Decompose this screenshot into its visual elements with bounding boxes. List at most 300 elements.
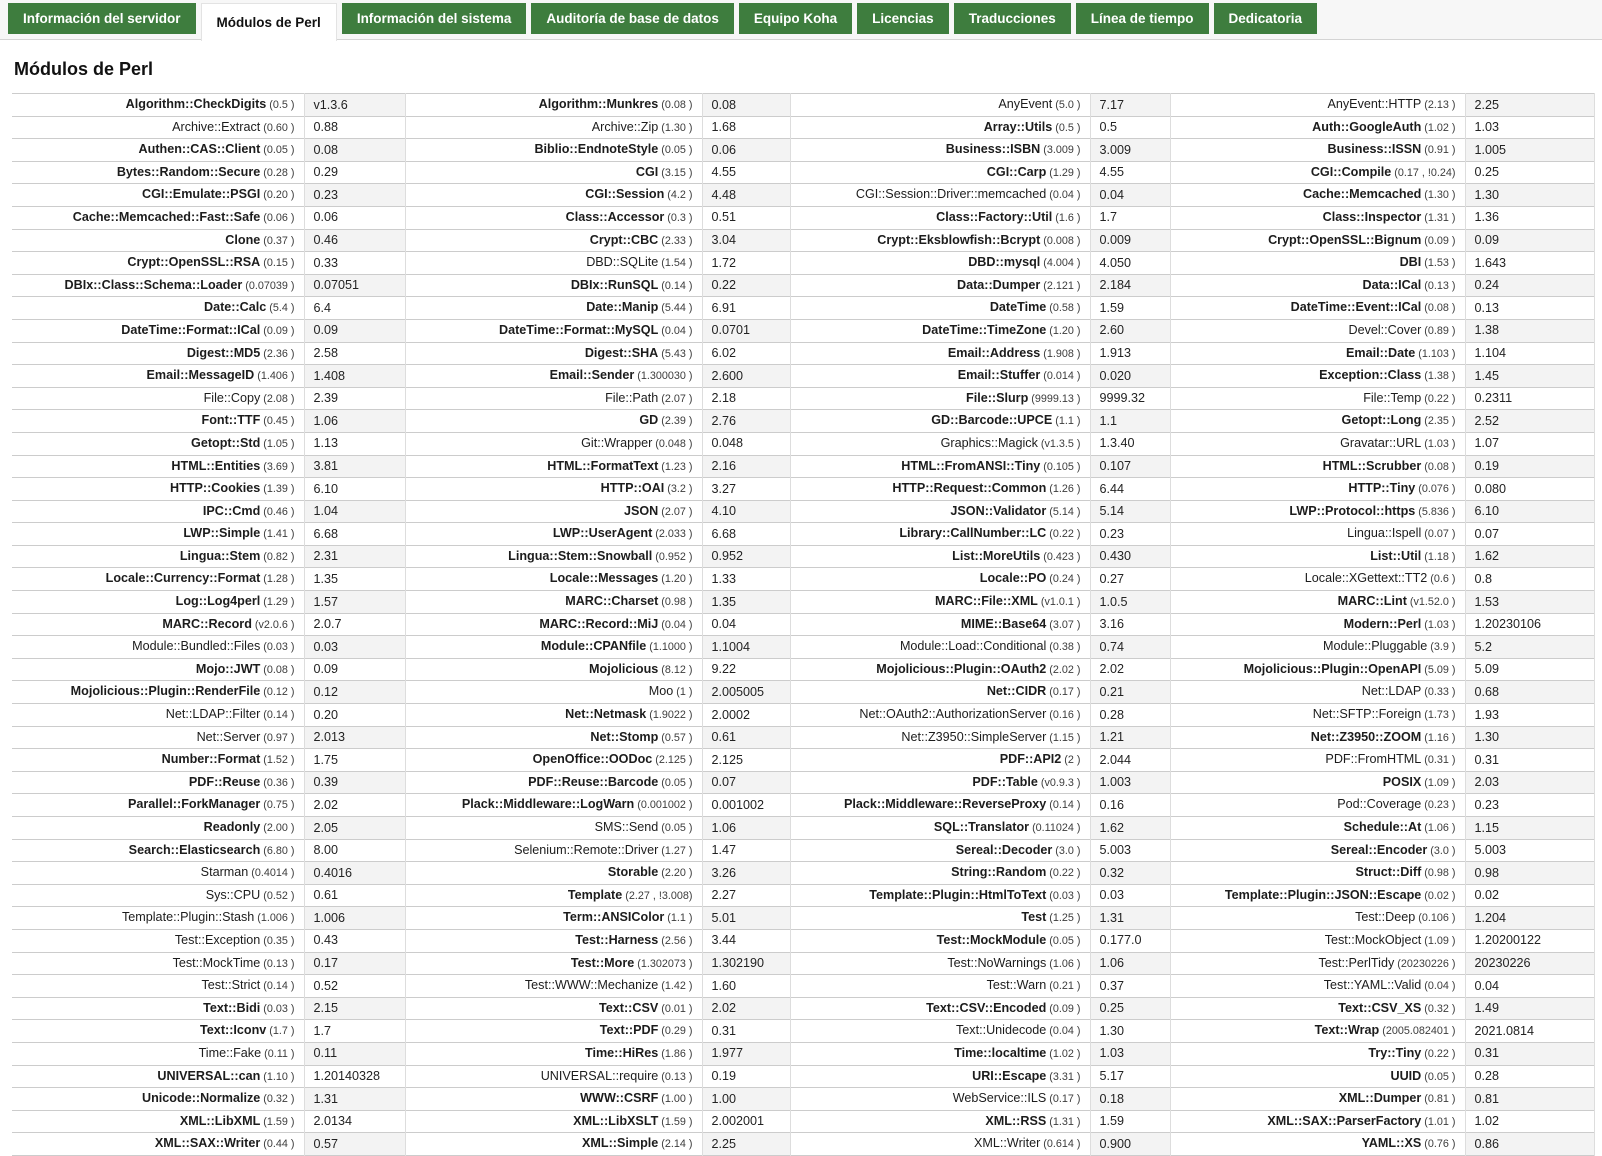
module-installed-version: v1.3.6 xyxy=(304,94,405,117)
module-installed-version: 4.050 xyxy=(1090,252,1170,275)
tab-línea-de-tiempo[interactable]: Línea de tiempo xyxy=(1076,3,1209,34)
module-name-cell xyxy=(790,274,1090,297)
module-name: Time::HiRes xyxy=(585,1045,659,1060)
module-name-cell xyxy=(1170,139,1465,162)
module-name-cell xyxy=(1170,206,1465,229)
module-required-version: (0.23 ) xyxy=(1421,799,1456,812)
tab-módulos-de-perl[interactable]: Módulos de Perl xyxy=(201,3,337,41)
module-name-cell xyxy=(12,297,304,320)
module-required-version: (v0.9.3 ) xyxy=(1037,776,1081,789)
module-required-version: (0.04 ) xyxy=(1421,980,1456,993)
module-name-cell xyxy=(1170,749,1465,772)
module-required-version: (1.406 ) xyxy=(254,370,295,383)
module-installed-version: 3.16 xyxy=(1090,613,1170,636)
module-row xyxy=(12,365,1595,388)
module-name: Class::Factory::Util xyxy=(936,209,1053,224)
module-name: YAML::XS xyxy=(1361,1136,1422,1151)
module-name: Test::Strict xyxy=(201,978,261,993)
module-installed-version: 2.03 xyxy=(1465,771,1595,794)
module-required-version: (0.75 ) xyxy=(260,799,295,812)
module-name: Net::SFTP::Foreign xyxy=(1312,707,1422,722)
module-required-version: (2.20 ) xyxy=(658,867,693,880)
module-installed-version: 2.02 xyxy=(702,997,790,1020)
module-name: Test::Deep xyxy=(1355,910,1416,925)
tab-información-del-servidor[interactable]: Información del servidor xyxy=(8,3,196,34)
module-name-cell xyxy=(405,794,702,817)
module-required-version: (0.22 ) xyxy=(1421,1047,1456,1060)
module-installed-version: 2.02 xyxy=(304,794,405,817)
module-required-version: (1.31 ) xyxy=(1046,1115,1081,1128)
module-installed-version: 1.31 xyxy=(304,1088,405,1111)
module-installed-version: 4.48 xyxy=(702,184,790,207)
module-name-cell xyxy=(790,206,1090,229)
module-required-version: (1.30 ) xyxy=(1421,189,1456,202)
module-required-version: (5.43 ) xyxy=(658,347,693,360)
module-name: PDF::Reuse xyxy=(188,774,261,789)
module-required-version: (1.38 ) xyxy=(1421,370,1456,383)
module-name: AnyEvent::HTTP xyxy=(1327,97,1422,111)
module-required-version: (1.103 ) xyxy=(1415,347,1456,360)
module-installed-version: 2.0.7 xyxy=(304,613,405,636)
module-required-version: (0.04 ) xyxy=(1046,1025,1081,1038)
module-name: Sys::CPU xyxy=(205,887,261,902)
module-required-version: (2.27 , !3.008) xyxy=(622,889,693,902)
module-name-cell xyxy=(790,1020,1090,1043)
module-name-cell xyxy=(405,1042,702,1065)
module-name-cell xyxy=(12,1133,304,1156)
module-row xyxy=(12,862,1595,885)
module-name-cell xyxy=(405,342,702,365)
module-name: GD xyxy=(639,413,659,428)
module-installed-version: 1.75 xyxy=(304,749,405,772)
module-installed-version: 1.06 xyxy=(304,410,405,433)
module-row xyxy=(12,455,1595,478)
module-row xyxy=(12,613,1595,636)
module-name: Modern::Perl xyxy=(1343,616,1422,631)
module-name: SMS::Send xyxy=(594,820,659,834)
module-name-cell xyxy=(405,929,702,952)
module-name-cell xyxy=(1170,500,1465,523)
module-name-cell xyxy=(405,139,702,162)
module-required-version: (5.836 ) xyxy=(1415,505,1456,518)
module-name-cell xyxy=(790,636,1090,659)
module-required-version: (0.98 ) xyxy=(1421,867,1456,880)
module-row xyxy=(12,817,1595,840)
module-required-version: (1.1 ) xyxy=(664,912,693,925)
module-name: CGI::Session xyxy=(585,187,665,202)
module-name-cell xyxy=(405,1110,702,1133)
module-name-cell xyxy=(1170,839,1465,862)
module-name: Locale::Messages xyxy=(549,571,659,586)
module-installed-version: 0.080 xyxy=(1465,478,1595,501)
module-name-cell xyxy=(405,613,702,636)
module-row xyxy=(12,297,1595,320)
module-name: MARC::Lint xyxy=(1337,594,1407,609)
module-installed-version: 1.005 xyxy=(1465,139,1595,162)
module-name: Algorithm::CheckDigits xyxy=(125,97,267,111)
module-installed-version: 1.21 xyxy=(1090,726,1170,749)
module-installed-version: 0.04 xyxy=(1465,975,1595,998)
module-installed-version: 2.31 xyxy=(304,545,405,568)
module-name-cell xyxy=(790,862,1090,885)
module-name: DBD::SQLite xyxy=(586,255,659,270)
module-name: Net::CIDR xyxy=(986,684,1047,699)
module-required-version: (0.04 ) xyxy=(658,618,693,631)
module-installed-version: 6.10 xyxy=(1465,500,1595,523)
module-name: XML::Dumper xyxy=(1338,1091,1422,1106)
module-installed-version: 3.009 xyxy=(1090,139,1170,162)
tab-auditoría-de-base-de-datos[interactable]: Auditoría de base de datos xyxy=(531,3,734,34)
module-name-cell xyxy=(790,771,1090,794)
module-installed-version: 1.53 xyxy=(1465,591,1595,614)
module-installed-version: 1.45 xyxy=(1465,365,1595,388)
module-name: List::MoreUtils xyxy=(952,548,1041,563)
module-name: XML::Writer xyxy=(974,1136,1041,1151)
module-required-version: (0.08 ) xyxy=(260,663,295,676)
module-installed-version: 4.55 xyxy=(1090,161,1170,184)
module-installed-version: 0.09 xyxy=(1465,229,1595,252)
module-name-cell xyxy=(1170,726,1465,749)
module-name-cell xyxy=(405,1133,702,1156)
module-installed-version: 1.68 xyxy=(702,116,790,139)
module-name-cell xyxy=(12,817,304,840)
module-installed-version: 0.4016 xyxy=(304,862,405,885)
module-name: Test::MockModule xyxy=(936,932,1047,947)
module-name: Mojolicious::Plugin::OAuth2 xyxy=(876,661,1047,676)
module-installed-version: 2.0002 xyxy=(702,704,790,727)
module-name-cell xyxy=(1170,704,1465,727)
module-row xyxy=(12,1088,1595,1111)
module-required-version: (0.614 ) xyxy=(1040,1138,1081,1151)
module-name: XML::SAX::Writer xyxy=(154,1136,261,1151)
module-name: Crypt::OpenSSL::RSA xyxy=(127,255,261,270)
module-name-cell xyxy=(1170,862,1465,885)
module-required-version: (3.0 ) xyxy=(1052,844,1081,857)
module-row xyxy=(12,952,1595,975)
tab-equipo-koha[interactable]: Equipo Koha xyxy=(739,3,852,34)
module-row xyxy=(12,478,1595,501)
module-required-version: (1.05 ) xyxy=(260,437,295,450)
module-name-cell xyxy=(405,432,702,455)
module-name: Getopt::Long xyxy=(1341,413,1422,428)
module-installed-version: 2.005005 xyxy=(702,681,790,704)
module-name: Selenium::Remote::Driver xyxy=(514,842,659,857)
module-name-cell xyxy=(1170,184,1465,207)
module-installed-version: 0.04 xyxy=(702,613,790,636)
module-name-cell xyxy=(405,681,702,704)
module-name-cell xyxy=(1170,410,1465,433)
module-installed-version: 0.28 xyxy=(1090,704,1170,727)
module-required-version: (4.004 ) xyxy=(1040,257,1081,270)
module-required-version: (0.17 ) xyxy=(1046,686,1081,699)
module-name-cell xyxy=(790,523,1090,546)
module-name-cell xyxy=(790,568,1090,591)
module-required-version: (1.18 ) xyxy=(1421,550,1456,563)
module-installed-version: 0.57 xyxy=(304,1133,405,1156)
module-name: Library::CallNumber::LC xyxy=(899,526,1047,541)
module-installed-version: 3.04 xyxy=(702,229,790,252)
module-installed-version: 0.31 xyxy=(1465,1042,1595,1065)
module-required-version: (6.80 ) xyxy=(260,844,295,857)
module-name-cell xyxy=(1170,342,1465,365)
module-installed-version: 5.003 xyxy=(1465,839,1595,862)
module-installed-version: 0.11 xyxy=(304,1042,405,1065)
module-required-version: (1.10 ) xyxy=(260,1070,295,1083)
module-row xyxy=(12,1042,1595,1065)
module-name: DBIx::RunSQL xyxy=(570,277,659,292)
module-name-cell xyxy=(790,613,1090,636)
module-installed-version: 0.07 xyxy=(702,771,790,794)
module-name-cell xyxy=(405,116,702,139)
module-name: Moo xyxy=(648,684,674,699)
module-installed-version: 0.46 xyxy=(304,229,405,252)
module-name: Business::ISBN xyxy=(945,142,1041,157)
module-name: Text::CSV_XS xyxy=(1338,1000,1422,1015)
module-installed-version: 1.72 xyxy=(702,252,790,275)
module-name: Text::Unidecode xyxy=(955,1023,1047,1038)
module-name-cell xyxy=(1170,613,1465,636)
module-name: Net::Z3950::ZOOM xyxy=(1310,729,1422,744)
module-required-version: (1.30 ) xyxy=(658,121,693,134)
module-required-version: (0.11024 ) xyxy=(1029,822,1081,834)
module-row xyxy=(12,545,1595,568)
module-required-version: (0.423 ) xyxy=(1040,550,1081,563)
tab-información-del-sistema[interactable]: Información del sistema xyxy=(342,3,527,34)
module-name-cell xyxy=(790,704,1090,727)
perl-modules-table xyxy=(12,93,1595,1156)
module-installed-version: 6.68 xyxy=(702,523,790,546)
module-name-cell xyxy=(12,1088,304,1111)
module-required-version: (3.07 ) xyxy=(1046,618,1081,631)
module-name: Data::Dumper xyxy=(957,277,1041,292)
module-installed-version: 1.104 xyxy=(1465,342,1595,365)
module-installed-version: 0.8 xyxy=(1465,568,1595,591)
module-name: XML::LibXSLT xyxy=(573,1113,659,1128)
module-required-version: (0.22 ) xyxy=(1421,392,1456,405)
module-required-version: (0.048 ) xyxy=(652,437,693,450)
module-name-cell xyxy=(790,1133,1090,1156)
module-name-cell xyxy=(1170,523,1465,546)
tab-licencias[interactable]: Licencias xyxy=(857,3,949,34)
module-name-cell xyxy=(1170,161,1465,184)
module-name-cell xyxy=(12,161,304,184)
module-required-version: (0.13 ) xyxy=(658,1070,693,1083)
module-name-cell xyxy=(405,636,702,659)
module-installed-version: 1.003 xyxy=(1090,771,1170,794)
module-name-cell xyxy=(405,365,702,388)
tab-dedicatoria[interactable]: Dedicatoria xyxy=(1214,3,1318,34)
module-name: Net::LDAP::Filter xyxy=(165,707,261,722)
module-required-version: (0.05 ) xyxy=(260,144,295,157)
module-required-version: (1.03 ) xyxy=(1421,618,1456,631)
module-required-version: (0.05 ) xyxy=(658,144,693,157)
module-name-cell xyxy=(405,839,702,862)
module-name-cell xyxy=(1170,884,1465,907)
module-name-cell xyxy=(12,952,304,975)
module-name: Test::MockObject xyxy=(1324,932,1422,947)
module-name-cell xyxy=(790,975,1090,998)
module-installed-version: 0.31 xyxy=(702,1020,790,1043)
module-installed-version: 0.25 xyxy=(1465,161,1595,184)
module-name: PDF::Reuse::Barcode xyxy=(528,774,659,789)
module-installed-version: 3.81 xyxy=(304,455,405,478)
module-installed-version: 0.86 xyxy=(1465,1133,1595,1156)
module-name: DateTime::Format::MySQL xyxy=(498,322,659,337)
module-name: Readonly xyxy=(203,820,261,834)
module-required-version: (5.09 ) xyxy=(1421,663,1456,676)
module-name: Devel::Cover xyxy=(1348,322,1422,337)
module-installed-version: 0.68 xyxy=(1465,681,1595,704)
tab-traducciones[interactable]: Traducciones xyxy=(954,3,1071,34)
module-name: File::Temp xyxy=(1363,390,1422,405)
module-name-cell xyxy=(405,726,702,749)
module-required-version: (1.302073 ) xyxy=(634,957,693,970)
module-installed-version: 1.62 xyxy=(1090,817,1170,840)
module-required-version: (2.125 ) xyxy=(652,754,693,767)
tab-bar xyxy=(0,0,1602,40)
module-name: Module::CPANfile xyxy=(540,639,647,654)
module-required-version: (3.2 ) xyxy=(664,483,693,496)
module-required-version: (0.12 ) xyxy=(260,686,295,699)
module-name: Term::ANSIColor xyxy=(563,910,665,925)
module-required-version: (2005.082401 ) xyxy=(1379,1025,1456,1038)
module-name: Test::YAML::Valid xyxy=(1323,978,1422,993)
module-name-cell xyxy=(1170,658,1465,681)
module-name: File::Copy xyxy=(203,390,261,405)
module-name-cell xyxy=(405,997,702,1020)
module-installed-version: 6.02 xyxy=(702,342,790,365)
module-name: Time::Fake xyxy=(198,1045,262,1060)
module-name: Plack::Middleware::LogWarn xyxy=(461,797,635,812)
module-name: UNIVERSAL::require xyxy=(540,1068,659,1083)
module-name: LWP::Simple xyxy=(183,526,261,541)
module-row xyxy=(12,229,1595,252)
module-required-version: (1.25 ) xyxy=(1046,912,1081,925)
module-row xyxy=(12,1065,1595,1088)
module-name-cell xyxy=(405,478,702,501)
module-required-version: (0.82 ) xyxy=(260,550,295,563)
module-name: CGI::Carp xyxy=(986,164,1047,179)
module-installed-version: 0.08 xyxy=(304,139,405,162)
module-installed-version: 1.30 xyxy=(1465,184,1595,207)
module-installed-version: 1.3.40 xyxy=(1090,432,1170,455)
module-required-version: (v1.0.1 ) xyxy=(1037,596,1081,609)
module-name: Crypt::OpenSSL::Bignum xyxy=(1268,232,1422,247)
module-installed-version: 2.002001 xyxy=(702,1110,790,1133)
module-name-cell xyxy=(12,1020,304,1043)
module-name-cell xyxy=(405,387,702,410)
module-required-version: (1.28 ) xyxy=(260,573,295,586)
module-installed-version: 1.02 xyxy=(1465,1110,1595,1133)
module-name-cell xyxy=(12,704,304,727)
module-installed-version: 0.430 xyxy=(1090,545,1170,568)
module-installed-version: 1.59 xyxy=(1090,297,1170,320)
module-name: LWP::UserAgent xyxy=(552,526,653,541)
module-name-cell xyxy=(12,206,304,229)
module-installed-version: 1.204 xyxy=(1465,907,1595,930)
module-required-version: (2.08 ) xyxy=(260,392,295,405)
module-name: Archive::Extract xyxy=(172,119,261,134)
module-name: HTTP::Tiny xyxy=(1348,481,1416,496)
module-name-cell xyxy=(790,591,1090,614)
module-name: Locale::Currency::Format xyxy=(105,571,261,586)
module-name: Template::Plugin::JSON::Escape xyxy=(1224,887,1422,902)
module-row xyxy=(12,387,1595,410)
module-required-version: (1.39 ) xyxy=(260,483,295,496)
module-installed-version: 3.44 xyxy=(702,929,790,952)
module-name: Struct::Diff xyxy=(1355,865,1422,880)
module-required-version: (0.01 ) xyxy=(658,1002,693,1015)
module-name: Template::Plugin::HtmlToText xyxy=(869,887,1047,902)
module-required-version: (1.59 ) xyxy=(260,1115,295,1128)
module-required-version: (0.14 ) xyxy=(658,279,693,292)
module-name-cell xyxy=(790,297,1090,320)
module-name: MARC::Record xyxy=(162,616,252,631)
module-name-cell xyxy=(405,274,702,297)
module-row xyxy=(12,500,1595,523)
module-name: Data::ICal xyxy=(1362,277,1422,292)
module-installed-version: 0.06 xyxy=(304,206,405,229)
module-required-version: (1.300030 ) xyxy=(634,370,693,383)
module-name: Digest::MD5 xyxy=(186,345,261,360)
module-name: MARC::Record::MiJ xyxy=(539,616,659,631)
module-name-cell xyxy=(12,455,304,478)
module-installed-version: 1.57 xyxy=(304,591,405,614)
module-name-cell xyxy=(1170,997,1465,1020)
module-name: CGI::Session::Driver::memcached xyxy=(855,187,1047,202)
module-name: Plack::Middleware::ReverseProxy xyxy=(843,797,1047,812)
module-name-cell xyxy=(405,658,702,681)
module-row xyxy=(12,184,1595,207)
module-required-version: (0.29 ) xyxy=(658,1025,693,1038)
module-required-version: (0.57 ) xyxy=(658,731,693,744)
module-name: Gravatar::URL xyxy=(1340,435,1422,450)
module-name-cell xyxy=(790,749,1090,772)
module-name: Log::Log4perl xyxy=(175,594,261,609)
module-name-cell xyxy=(405,410,702,433)
module-name: Archive::Zip xyxy=(591,119,659,134)
module-name: DateTime::Event::ICal xyxy=(1290,300,1422,315)
module-name: CGI::Emulate::PSGI xyxy=(142,187,261,202)
module-required-version: (0.11 ) xyxy=(261,1047,295,1060)
module-installed-version: 2.25 xyxy=(702,1133,790,1156)
module-name: Starman xyxy=(200,865,249,880)
module-name: Try::Tiny xyxy=(1368,1045,1422,1060)
module-name-cell xyxy=(405,545,702,568)
module-installed-version: 2.60 xyxy=(1090,319,1170,342)
module-name: XML::Simple xyxy=(582,1136,659,1151)
module-installed-version: 6.91 xyxy=(702,297,790,320)
module-installed-version: 0.09 xyxy=(304,658,405,681)
module-name-cell xyxy=(405,771,702,794)
module-name-cell xyxy=(12,862,304,885)
module-required-version: (0.02 ) xyxy=(1421,889,1456,902)
module-name: Module::Bundled::Files xyxy=(132,639,261,654)
module-name: Cache::Memcached::Fast::Safe xyxy=(72,209,261,224)
module-name-cell xyxy=(790,500,1090,523)
module-required-version: (0.38 ) xyxy=(1046,641,1081,654)
module-name-cell xyxy=(405,704,702,727)
module-installed-version: 1.20230106 xyxy=(1465,613,1595,636)
module-row xyxy=(12,1020,1595,1043)
module-name-cell xyxy=(12,884,304,907)
module-required-version: (0.09 ) xyxy=(1046,1002,1081,1015)
module-required-version: (v1.3.5 ) xyxy=(1037,437,1081,450)
module-name: MARC::File::XML xyxy=(935,594,1038,609)
module-name: Test::More xyxy=(570,955,635,970)
module-installed-version: 2.27 xyxy=(702,884,790,907)
module-required-version: (0.3 ) xyxy=(664,211,693,224)
